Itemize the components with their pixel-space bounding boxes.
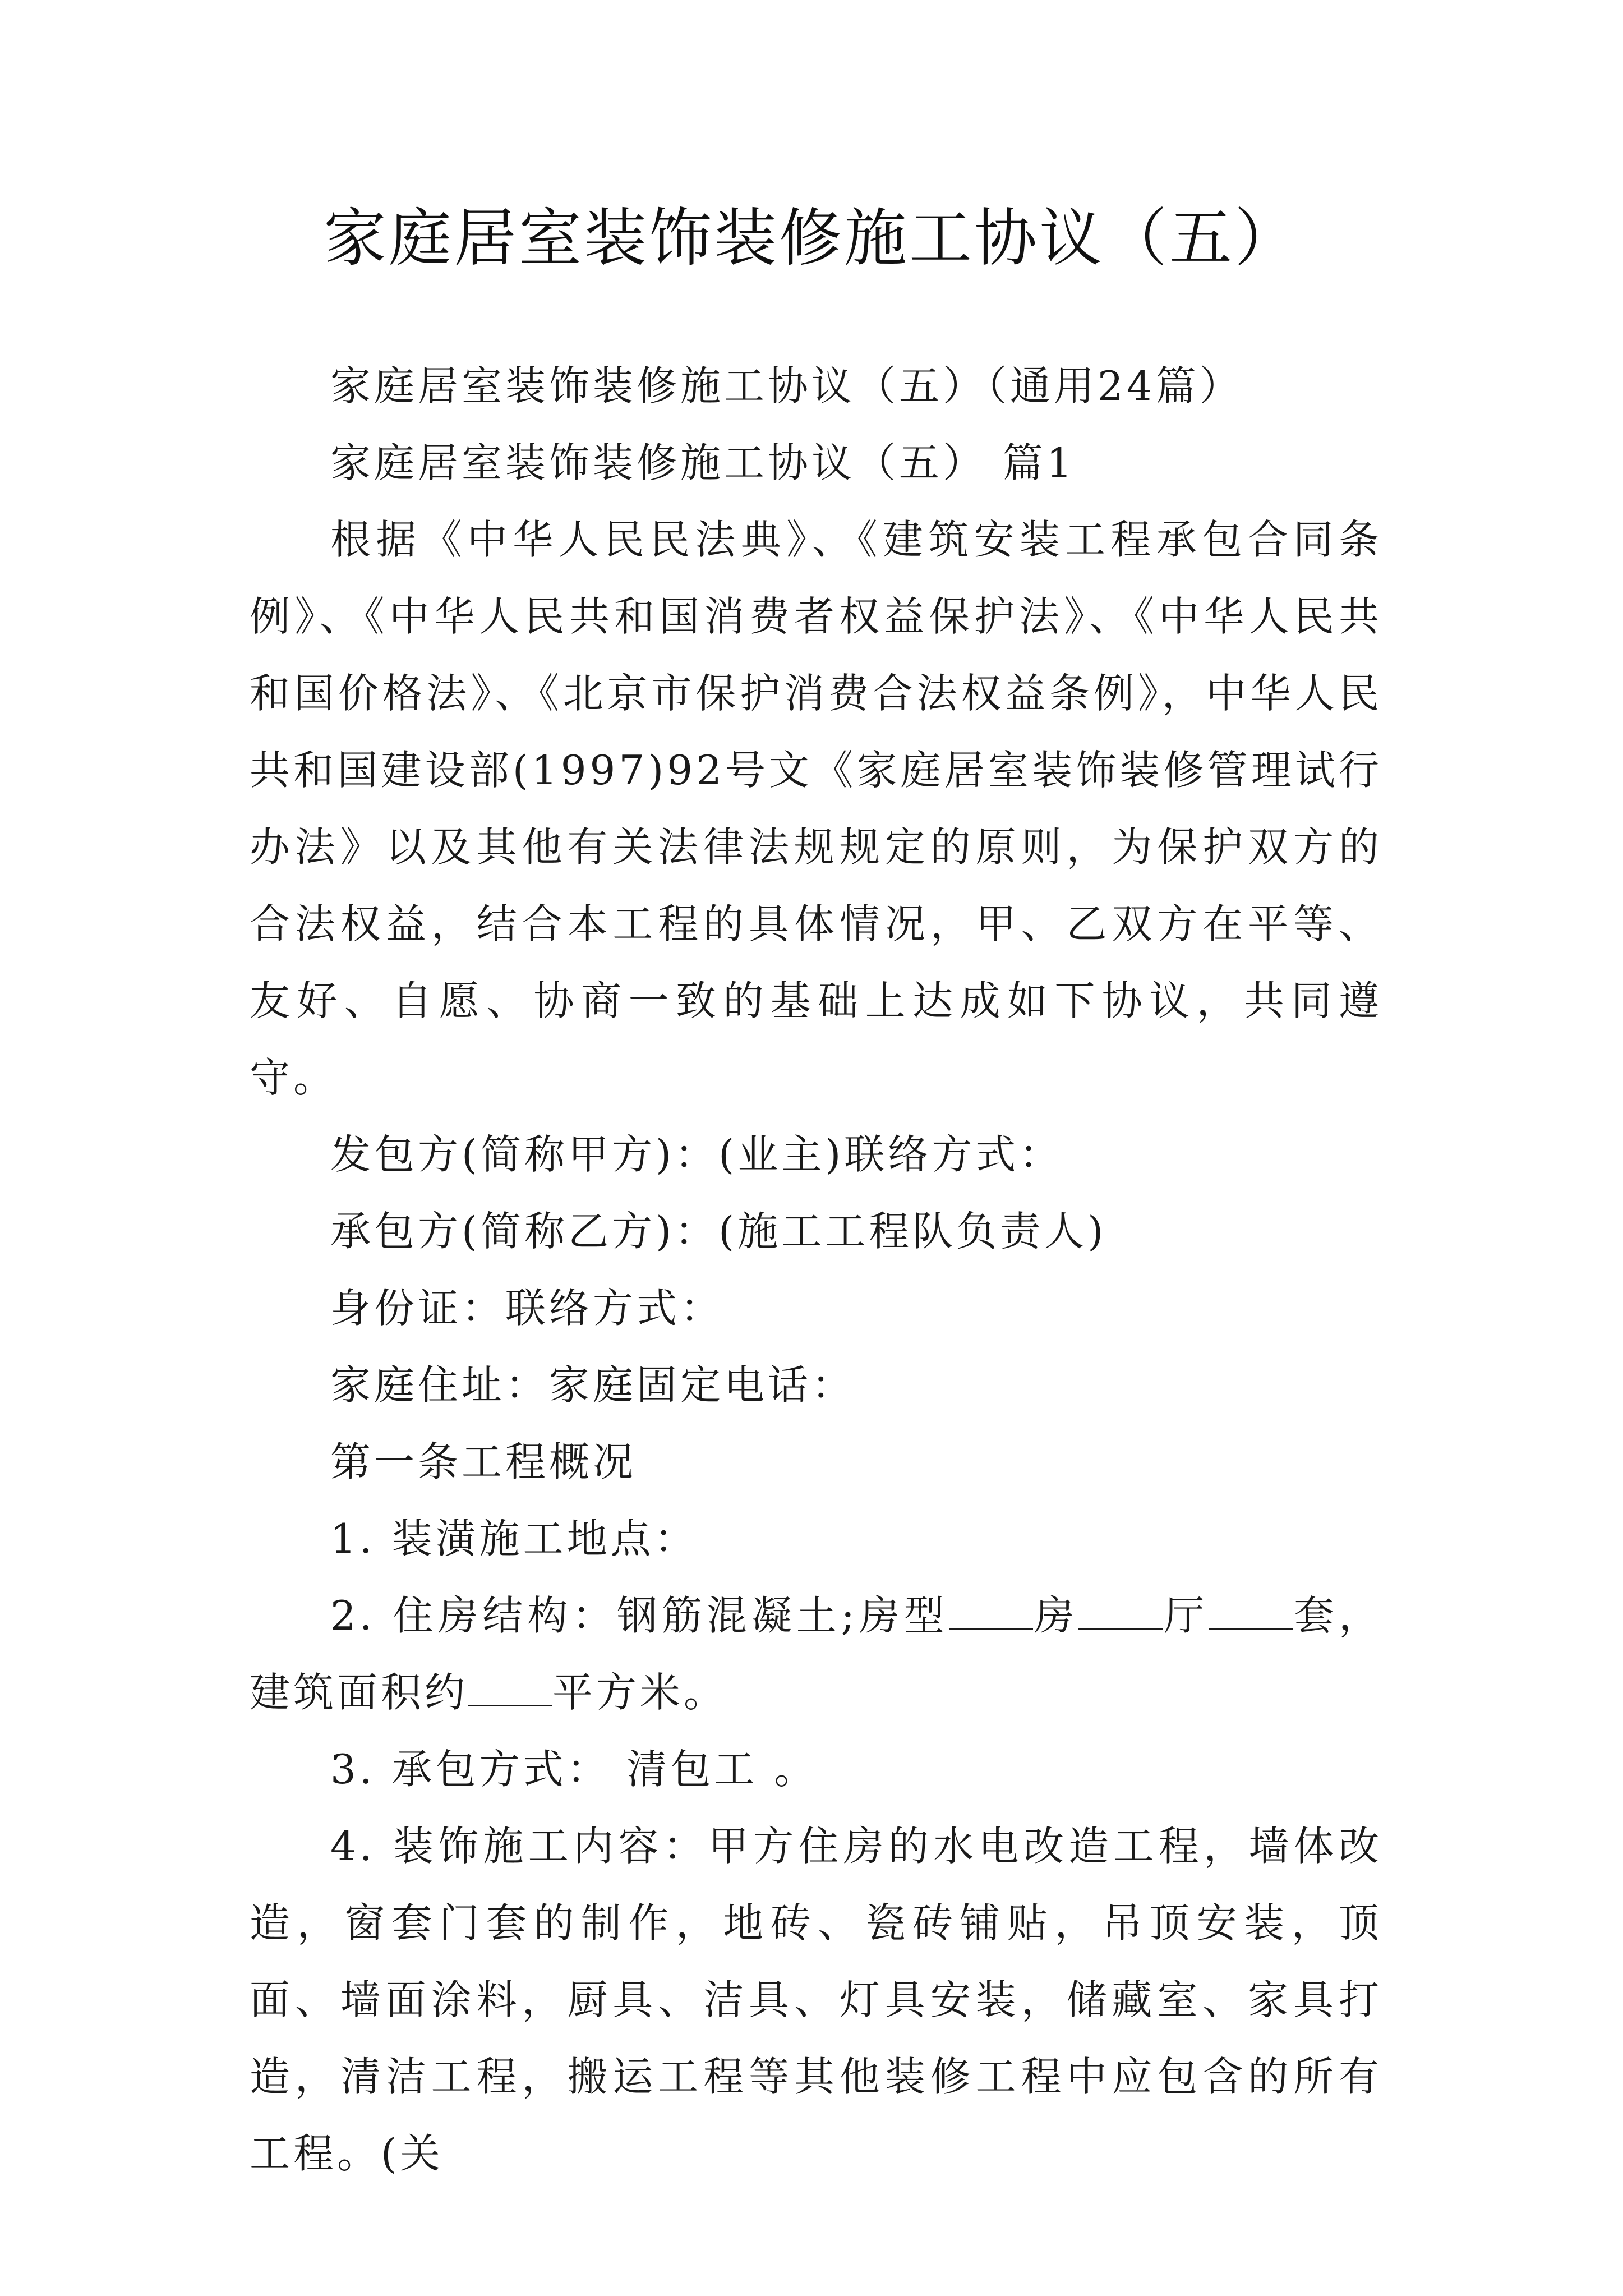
item-2-text-5: 平方米。 (552, 1669, 728, 1716)
document-body (250, 348, 1382, 2192)
paragraph-item-1: 1. 装潢施工地点： (330, 1515, 698, 1562)
blank-line (468, 1672, 552, 1706)
paragraph-item-4: 4. 装饰施工内容：甲方住房的水电改造工程，墙体改造，窗套门套的制作，地砖、瓷砖铺贴，吊顶安装，顶面、墙面涂料，厨具、洁具、灯具安装，储藏室、家具打造，清洁工程，搬运工程等其他装修工程中应包含的所有工程。(关 (250, 1823, 1382, 2177)
item-2-text-3: 厅 (1163, 1592, 1209, 1639)
paragraph-party-a: 发包方(简称甲方)：(业主)联络方式： (330, 1131, 1063, 1178)
paragraph-subtitle: 家庭居室装饰装修施工协议（五）（通用24篇） (330, 362, 1243, 409)
paragraph-party-b: 承包方(简称乙方)：(施工工程队负责人) (330, 1208, 1107, 1255)
item-2-text-1: 2. 住房结构：钢筋混凝土;房型 (330, 1592, 949, 1639)
blank-line (1078, 1595, 1163, 1630)
blank-line (949, 1595, 1033, 1630)
paragraph-item-2 (250, 1577, 1382, 1731)
paragraph-address: 家庭住址：家庭固定电话： (330, 1361, 856, 1409)
paragraph-id-card: 身份证：联络方式： (330, 1285, 725, 1332)
paragraph-item-3: 3. 承包方式： 清包工 。 (330, 1746, 818, 1793)
item-2-text-2: 房 (1032, 1592, 1079, 1639)
paragraph-section-heading: 家庭居室装饰装修施工协议（五） 篇1 (330, 439, 1076, 486)
item-2-text-4: 套，建筑面积约 (250, 1592, 1382, 1716)
blank-line (1209, 1595, 1293, 1630)
paragraph-article-one: 第一条工程概况 (330, 1438, 637, 1485)
paragraph-preamble: 根据《中华人民民法典》、《建筑安装工程承包合同条例》、《中华人民共和国消费者权益保护法》、《中华人民共和国价格法》、《北京市保护消费合法权益条例》，中华人民共和国建设部(1997)92号文《家庭居室装饰装修管理试行办法》以及其他有关法律法规规定的原则，为保护双方的合法权益，结合本工程的具体情况，甲、乙双方在平等、友好、自愿、协商一致的基础上达成如下协议，共同遵守。 (250, 516, 1382, 1101)
document-title: 家庭居室装饰装修施工协议（五） (324, 202, 1299, 275)
